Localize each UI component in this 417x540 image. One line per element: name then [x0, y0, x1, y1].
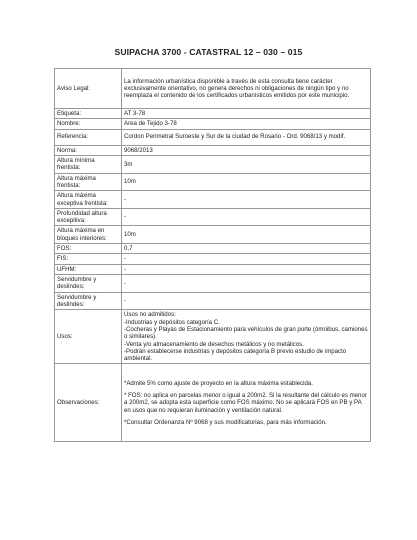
row-value [122, 364, 371, 442]
value-line: Area de Tejido 3-78 [124, 120, 177, 128]
value-line: *Consultar Ordenanza Nº 9068 y sus modificatorias, para más información. [124, 418, 327, 426]
value-line: -Venta y/o almacenamiento de desechos metálicos y no metálicos. [124, 340, 304, 348]
row-value [122, 69, 371, 109]
row-label: Servidumbre y deslindes: [55, 292, 122, 310]
value-line: La información urbanística disponible a través de esta consulta tiene carácter exclusivamente orientativo, no genera derechos ni obligaciones de ningún tipo y no reemplaza el contenido de los certificados urbanísticos emitidos por este municipio. [124, 77, 350, 100]
value-line: 0,7 [124, 245, 133, 253]
table-row [55, 244, 371, 254]
table-row [55, 119, 371, 129]
table-row [55, 155, 371, 173]
table-row [55, 208, 371, 226]
value-line: 10m [124, 178, 136, 186]
value-line: - [124, 213, 127, 221]
row-value [122, 254, 371, 264]
row-value [122, 208, 371, 226]
table-row [55, 226, 371, 244]
value-line: * FOS: no aplica en parcelas menor o igual a 200m2. Si la resultante del cálculo es menor a 200m2, se adopta esta superficie como FOS máximo. No se aplicará FOS en PB y PA en usos que no requieran iluminación y ventilación natural. [124, 391, 367, 414]
row-label: Nombre: [55, 119, 122, 129]
table-row [55, 173, 371, 191]
table-row [55, 109, 371, 119]
table-row [55, 69, 371, 109]
value-line: -Industrias y depósitos categoría C. [124, 318, 220, 326]
row-value [122, 119, 371, 129]
row-label: Usos: [55, 310, 122, 364]
row-label: Altura máxima exceptiva frentista: [55, 191, 122, 209]
row-label: Servidumbre y deslindes: [55, 275, 122, 293]
table-row [55, 145, 371, 155]
row-label: Referencia: [55, 129, 122, 145]
row-label: Profundidad altura excepitiva: [55, 208, 122, 226]
row-value [122, 292, 371, 310]
row-label: Altura mínima frentista: [55, 155, 122, 173]
row-value [122, 244, 371, 254]
value-line: 9068/2013 [124, 146, 153, 154]
row-value [122, 109, 371, 119]
zoning-info-table [54, 68, 371, 442]
table-row [55, 191, 371, 209]
table-row [55, 364, 371, 442]
row-label: FOS: [55, 244, 122, 254]
row-value [122, 226, 371, 244]
value-line: Usos no admitidos: [124, 311, 176, 319]
table-row [55, 264, 371, 274]
row-value [122, 145, 371, 155]
page-title: SUIPACHA 3700 - CATASTRAL 12 – 030 – 015 [114, 47, 303, 57]
value-line: AT 3-78 [124, 110, 146, 117]
row-label: Aviso Legal: [55, 69, 122, 109]
value-line: - [124, 279, 127, 287]
value-line: - [124, 255, 127, 263]
table-row [55, 275, 371, 293]
row-label: FIS: [55, 254, 122, 264]
value-line: - [124, 265, 127, 273]
row-value [122, 310, 371, 364]
row-label: Altura máxima frentista: [55, 173, 122, 191]
row-value [122, 173, 371, 191]
table-row [55, 129, 371, 145]
row-label: Norma: [55, 145, 122, 155]
table-row [55, 254, 371, 264]
value-line: Cordon Perimetral Suroeste y Sur de la ciudad de Rosario - Ord. 9068/13 y modif. [124, 133, 346, 141]
row-value [122, 155, 371, 173]
value-line: -Podrán establecerse industrias y depósitos categoría B previo estudio de impacto ambiental. [124, 347, 347, 363]
row-value [122, 264, 371, 274]
table-row [55, 310, 371, 364]
value-line: - [124, 195, 127, 203]
row-value [122, 129, 371, 145]
value-line: *Admite 5% como ajuste de proyecto en la altura máxima establecida. [124, 379, 314, 387]
value-line: -Cocheras y Playas de Estacionamiento para vehículos de gran porte (ómnibus, camiones o similares). [124, 325, 368, 341]
table-row [55, 292, 371, 310]
value-line: - [124, 297, 127, 305]
row-value [122, 191, 371, 209]
value-line: 3m [124, 160, 133, 168]
row-label: Etiqueta: [55, 109, 122, 119]
row-label: Altura máxima en bloques interiores: [55, 226, 122, 244]
row-label: UFHM: [55, 264, 122, 274]
row-label: Observaciones: [55, 364, 122, 442]
row-value [122, 275, 371, 293]
value-line: 10m [124, 231, 136, 239]
